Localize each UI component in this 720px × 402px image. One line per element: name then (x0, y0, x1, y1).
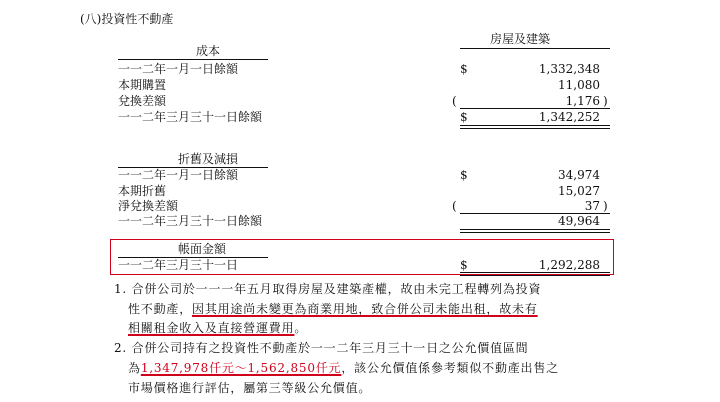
subtotal-line (460, 108, 610, 109)
currency-symbol: $ (460, 62, 468, 76)
cost-row-value: 1,332,348 (538, 62, 600, 76)
depreciation-row-value: 49,964 (558, 214, 600, 228)
carrying-label: 一一二年三月三十一日 (118, 258, 239, 272)
total-double-line (460, 229, 610, 233)
note-2-line-1: 2. 合併公司持有之投資性不動產於一一二年三月三十一日之公允價值區間 (114, 341, 529, 355)
note-text: 為 (128, 361, 141, 375)
total-double-line (460, 272, 610, 276)
note-text: ，該公允價值係參考類似不動產出售之 (341, 361, 559, 375)
note-2-line-3: 市場價格進行評估，屬第三等級公允價值。 (128, 381, 372, 395)
column-header-underline (460, 48, 610, 49)
cost-heading-underline (118, 59, 268, 60)
cost-heading: 成本 (196, 44, 221, 58)
depreciation-heading: 折舊及減損 (178, 152, 239, 166)
note-1-line-2 (128, 302, 538, 316)
open-paren: ( (452, 94, 457, 108)
depreciation-row-value: 37 (584, 199, 600, 213)
currency-symbol: $ (460, 258, 468, 272)
cost-row-value: 1,176 (565, 94, 600, 108)
carrying-heading: 帳面金額 (178, 242, 227, 256)
cost-row-label: 兌換差額 (118, 94, 167, 108)
depreciation-row-label: 本期折舊 (118, 184, 167, 198)
note-2-line-2 (128, 361, 559, 375)
note-text: 。 (294, 321, 308, 335)
total-double-line (460, 125, 610, 129)
note-text: 性不動產， (128, 302, 193, 316)
depreciation-row-label: 一一二年一月一日餘額 (118, 168, 239, 182)
cost-row-label: 一一二年一月一日餘額 (118, 62, 239, 76)
note-1-line-3 (128, 321, 307, 335)
cost-row-value: 1,342,252 (538, 110, 600, 124)
depreciation-row-label: 一一二年三月三十一日餘額 (118, 214, 263, 228)
currency-symbol: $ (460, 110, 468, 124)
depreciation-row-value: 34,974 (558, 168, 600, 182)
cost-row-label: 一一二年三月三十一日餘額 (118, 110, 263, 124)
currency-symbol: $ (460, 168, 468, 182)
open-paren: ( (452, 199, 457, 213)
highlighted-text: 相關租金收入及直接營運費用 (128, 321, 295, 335)
column-header: 房屋及建築 (490, 32, 551, 46)
close-paren: ) (603, 94, 608, 108)
highlighted-text: 因其用途尚未變更為商業用地，致合併公司未能出租，故未有 (192, 302, 538, 316)
cost-row-value: 11,080 (558, 78, 600, 92)
depreciation-row-label: 淨兌換差額 (118, 199, 179, 213)
note-1-line-1: 1. 合併公司於一一一年五月取得房屋及建築產權，故由未完工程轉列為投資 (114, 282, 542, 296)
section-title: (八)投資性不動產 (80, 12, 174, 26)
highlighted-fair-value-range: 1,347,978仟元～1,562,850仟元 (140, 361, 342, 375)
carrying-value: 1,292,288 (538, 258, 600, 272)
depreciation-row-value: 15,027 (558, 184, 600, 198)
cost-row-label: 本期購置 (118, 78, 167, 92)
close-paren: ) (603, 199, 608, 213)
